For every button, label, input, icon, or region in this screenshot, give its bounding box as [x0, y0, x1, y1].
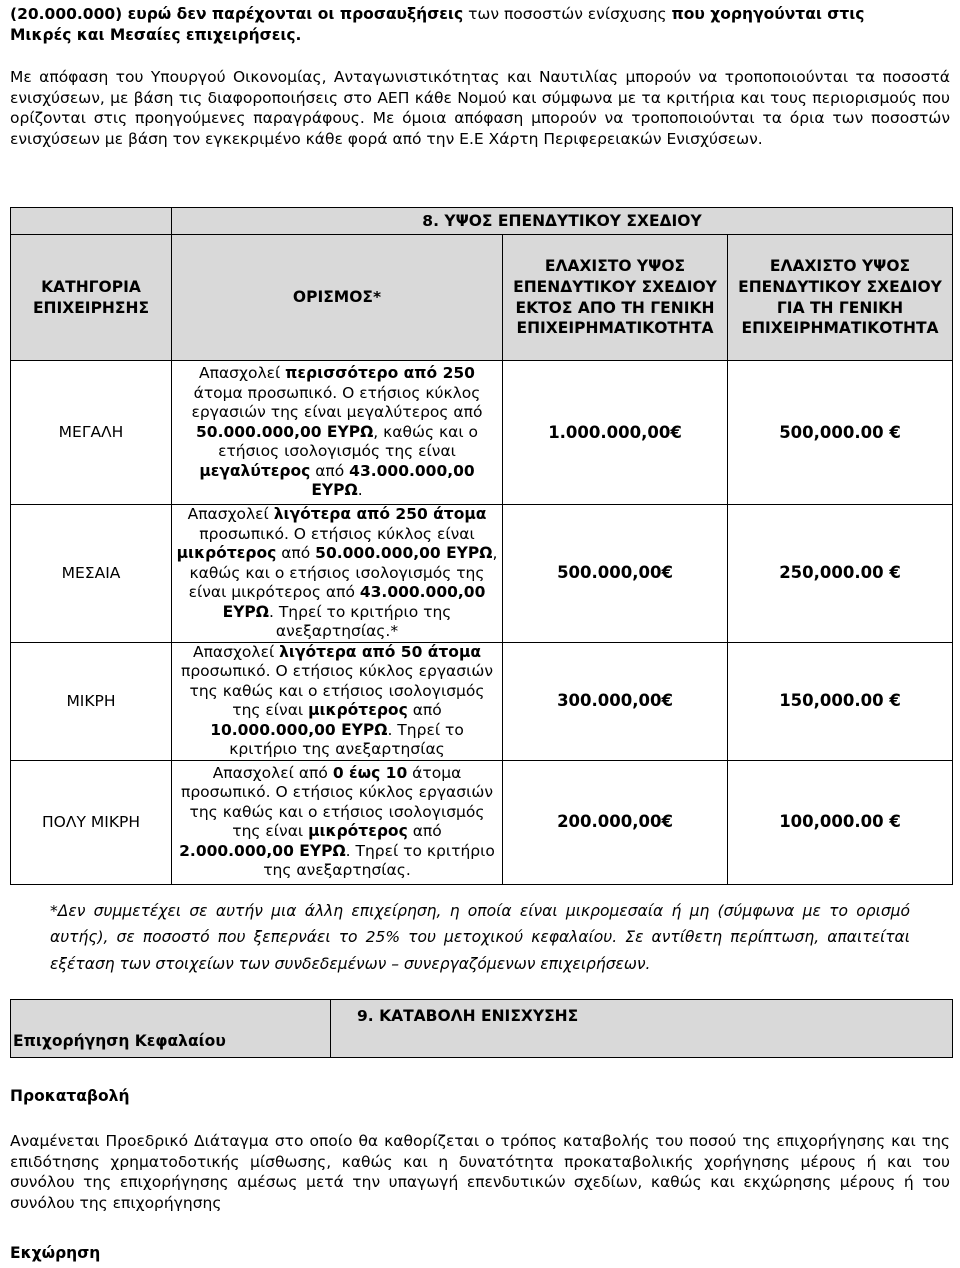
- def-part: μικρότερος: [308, 822, 408, 841]
- euro-icon: €: [889, 812, 901, 832]
- assignment-heading: Εκχώρηση: [10, 1244, 101, 1262]
- amount-value: 500,000.00: [779, 422, 884, 442]
- table8-title: 8. ΥΨΟΣ ΕΠΕΝΔΥΤΙΚΟΥ ΣΧΕΔΙΟΥ: [172, 208, 953, 235]
- intro-part: που χορηγούνται στις: [671, 5, 865, 23]
- payment-table: [10, 999, 953, 1058]
- definition-cell: [172, 642, 503, 760]
- def-part: μεγαλύτερος: [199, 461, 311, 480]
- investment-size-table: [10, 207, 953, 885]
- amount-cell: [728, 505, 953, 643]
- def-part: προσωπικό. Ο ετήσιος κύκλος είναι: [199, 524, 475, 543]
- euro-icon: €: [889, 422, 901, 442]
- def-part: 43.000.000,00 ΕΥΡΩ: [311, 461, 475, 500]
- def-part: .: [357, 481, 363, 500]
- def-part: Απασχολεί από: [212, 763, 333, 782]
- def-part: 10.000.000,00 ΕΥΡΩ: [210, 720, 388, 739]
- definition-cell: [172, 361, 503, 505]
- amount-value: 200.000,00: [557, 812, 662, 832]
- def-part: 50.000.000,00 ΕΥΡΩ: [196, 422, 374, 441]
- def-part: λιγότερα από 250 άτομα: [273, 505, 487, 523]
- table-row: [11, 361, 953, 505]
- category-cell: ΜΕΣΑΙΑ: [11, 505, 172, 643]
- def-part: , καθώς και ο ετήσιος ισολογισμός της είναι: [218, 422, 478, 461]
- def-part: περισσότερο από 250: [285, 364, 475, 383]
- def-part: άτομα προσωπικό. Ο ετήσιος κύκλος εργασιών της καθώς και ο ετήσιος ισολογισμός της είναι: [181, 763, 493, 841]
- amount-value: 250,000.00: [779, 563, 884, 583]
- def-part: 2.000.000,00 ΕΥΡΩ: [179, 841, 346, 860]
- definition-cell: [172, 505, 503, 643]
- euro-icon: €: [661, 691, 673, 711]
- amount-value: 300.000,00: [557, 691, 662, 711]
- amount-value: 500.000,00: [557, 563, 662, 583]
- table-row: [11, 642, 953, 760]
- intro-part: Μικρές και Μεσαίες επιχειρήσεις.: [10, 25, 302, 44]
- amount-cell: [503, 361, 728, 505]
- euro-icon: €: [889, 563, 901, 583]
- intro-part: των ποσοστών ενίσχυσης: [463, 5, 672, 23]
- amount-cell: [728, 760, 953, 884]
- header-min-general: ΕΛΑΧΙΣΤΟ ΥΨΟΣ ΕΠΕΝΔΥΤΙΚΟΥ ΣΧΕΔΙΟΥ ΓΙΑ ΤΗ ΓΕΝΙΚΗ ΕΠΙΧΕΙΡΗΜΑΤΙΚΟΤΗΤΑ: [728, 235, 953, 361]
- amount-cell: [503, 642, 728, 760]
- def-part: 50.000.000,00 ΕΥΡΩ: [315, 544, 493, 563]
- def-part: 43.000.000,00 ΕΥΡΩ: [222, 583, 486, 621]
- advance-text: Αναμένεται Προεδρικό Διάταγμα στο οποίο θα καθορίζεται ο τρόπος καταβολής του ποσού της επιχορήγησης και της επιδότησης χρηματοδοτικής μίσθωσης, καθώς και η δυνατότητα προκαταβολικής χορήγησης μέρους ή και του συνόλου της επιχορήγησης αμέσως μετά την υπαγωγή επενδυτικών σχεδίων, καθώς και εκχώρησης μέρους ή του συνόλου της επιχορήγησης: [10, 1132, 950, 1212]
- intro-text: [10, 4, 950, 45]
- table-row: [11, 505, 953, 643]
- euro-icon: €: [661, 563, 673, 583]
- def-part: προσωπικό. Ο ετήσιος κύκλος εργασιών της καθώς και ο ετήσιος ισολογισμός της είναι: [181, 662, 493, 720]
- amount-value: 150,000.00: [779, 691, 884, 711]
- def-part: Απασχολεί: [199, 364, 286, 383]
- table-row: [11, 760, 953, 884]
- advance-heading: Προκαταβολή: [10, 1087, 130, 1105]
- def-part: από: [407, 701, 442, 720]
- intro-part: παρέχονται οι προσαυξήσεις: [211, 5, 464, 23]
- amount-value: 100,000.00: [779, 812, 884, 832]
- amount-cell: [503, 760, 728, 884]
- definition-cell: [172, 760, 503, 884]
- amount-cell: [728, 642, 953, 760]
- def-part: από: [407, 822, 442, 841]
- intro-part: (20.000.000) ευρώ δεν: [10, 5, 212, 23]
- euro-icon: €: [670, 422, 682, 442]
- amount-cell: [728, 361, 953, 505]
- def-part: , καθώς και ο ετήσιος ισολογισμός της είναι μικρότερος από: [188, 544, 498, 602]
- def-part: από: [310, 461, 350, 480]
- table-corner: [11, 208, 172, 235]
- header-min-outside: ΕΛΑΧΙΣΤΟ ΥΨΟΣ ΕΠΕΝΔΥΤΙΚΟΥ ΣΧΕΔΙΟΥ ΕΚΤΟΣ ΑΠΟ ΤΗ ΓΕΝΙΚΗ ΕΠΙΧΕΙΡΗΜΑΤΙΚΟΤΗΤΑ: [503, 235, 728, 361]
- table9-title: 9. ΚΑΤΑΒΟΛΗ ΕΝΙΣΧΥΣΗΣ: [331, 1000, 953, 1058]
- header-definition: ΟΡΙΣΜΟΣ*: [172, 235, 503, 361]
- def-part: . Τηρεί το κριτήριο της ανεξαρτησίας.*: [268, 602, 452, 641]
- capital-grant-label: Επιχορήγηση Κεφαλαίου: [11, 1000, 331, 1058]
- euro-icon: €: [889, 691, 901, 711]
- def-part: . Τηρεί το κριτήριο της ανεξαρτησίας.: [263, 841, 495, 880]
- category-cell: ΠΟΛΥ ΜΙΚΡΗ: [11, 760, 172, 884]
- category-cell: ΜΕΓΑΛΗ: [11, 361, 172, 505]
- footnote: *Δεν συμμετέχει σε αυτήν μια άλλη επιχείρηση, η οποία είναι μικρομεσαία ή μη (σύμφωνα με το ορισμό αυτής), σε ποσοστό που ξεπερνάει το 25% του μετοχικού κεφαλαίου. Σε αντίθετη περίπτωση, απαιτείται εξέταση των στοιχείων των συνδεδεμένων – συνεργαζόμενων επιχειρήσεων.: [50, 902, 910, 973]
- def-part: άτομα προσωπικό. Ο ετήσιος κύκλος εργασιών της είναι μεγαλύτερος από: [191, 383, 483, 422]
- header-category: ΚΑΤΗΓΟΡΙΑ ΕΠΙΧΕΙΡΗΣΗΣ: [11, 235, 172, 361]
- category-cell: ΜΙΚΡΗ: [11, 642, 172, 760]
- def-part: . Τηρεί το κριτήριο της ανεξαρτησίας: [229, 720, 464, 759]
- euro-icon: €: [661, 812, 673, 832]
- amount-value: 1.000.000,00: [548, 422, 671, 442]
- def-part: μικρότερος: [176, 544, 277, 563]
- def-part: από: [276, 544, 316, 563]
- def-part: Απασχολεί: [192, 642, 280, 661]
- paragraph-ministerial-decision: Με απόφαση του Υπουργού Οικονομίας, Ανταγωνιστικότητας και Ναυτιλίας μπορούν να τροποποιούνται τα ποσοστά ενισχύσεων, με βάση τις διαφοροποιήσεις στο ΑΕΠ κάθε Νομού και σύμφωνα με τα κριτήρια και τους περιορισμούς που ορίζονται στις προηγούμενες παραγράφους. Με όμοια απόφαση μπορούν να τροποποιούνται τα όρια των ποσοστών ενισχύσεων με βάση τον εγκεκριμένο κάθε φορά από την Ε.Ε Χάρτη Περιφερειακών Ενισχύσεων.: [10, 68, 950, 148]
- def-part: λιγότερα από 50 άτομα: [279, 642, 482, 661]
- def-part: 0 έως 10: [332, 763, 408, 782]
- def-part: Απασχολεί: [187, 505, 274, 523]
- amount-cell: [503, 505, 728, 643]
- def-part: μικρότερος: [308, 701, 408, 720]
